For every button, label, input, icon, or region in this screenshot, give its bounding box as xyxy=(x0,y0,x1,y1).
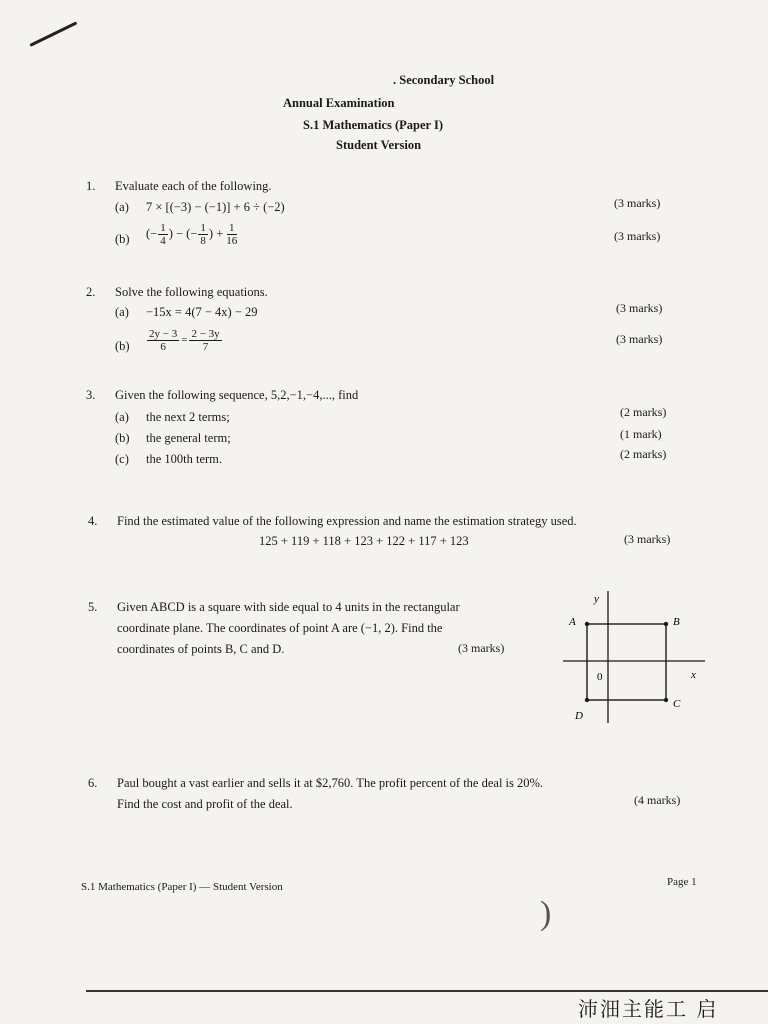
q5-marks: (3 marks) xyxy=(458,641,505,655)
q3a-marks: (2 marks) xyxy=(620,405,667,419)
q6-line2: Find the cost and profit of the deal. xyxy=(117,797,293,811)
label-c: C xyxy=(673,698,681,710)
q6-number: 6. xyxy=(88,776,98,790)
q1b-label: (b) xyxy=(115,232,130,246)
q1-number: 1. xyxy=(86,179,96,193)
label-d: D xyxy=(575,710,583,722)
q2b-expression: $\frac{2y - 3}{6}$ = $\frac{2 - 3y}{7}$ xyxy=(149,328,220,353)
q2b-label: (b) xyxy=(115,339,130,353)
q1a-expression: 7 × [(−3) − (−1)] + 6 ÷ (−2) xyxy=(146,200,285,214)
q3b-marks: (1 mark) xyxy=(620,427,662,441)
q4-marks: (3 marks) xyxy=(624,532,671,546)
point-c xyxy=(664,698,668,702)
q2a-label: (a) xyxy=(115,305,129,319)
pen-stroke xyxy=(29,21,77,46)
fraction: $\frac{1}{8}$ xyxy=(200,222,206,247)
q1a-label: (a) xyxy=(115,200,129,214)
footer-left: S.1 Mathematics (Paper I) — Student Version xyxy=(81,881,283,893)
q1-stem: Evaluate each of the following. xyxy=(115,179,272,193)
fraction: $\frac{1}{16}$ xyxy=(226,222,238,247)
point-d xyxy=(585,698,589,702)
coordinate-diagram xyxy=(555,585,715,730)
footer-cjk-text: 沛沺主能工 启 xyxy=(578,997,719,1021)
fraction: $\frac{2y - 3}{6}$ xyxy=(149,328,178,353)
q2-stem: Solve the following equations. xyxy=(115,285,268,299)
page-number: Page 1 xyxy=(667,876,697,888)
q1b-marks: (3 marks) xyxy=(614,229,661,243)
q2a-marks: (3 marks) xyxy=(616,301,663,315)
q3c-marks: (2 marks) xyxy=(620,447,667,461)
q4-number: 4. xyxy=(88,514,98,528)
origin-label: 0 xyxy=(597,671,603,683)
point-a xyxy=(585,622,589,626)
q6-marks: (4 marks) xyxy=(634,793,681,807)
paper-title: S.1 Mathematics (Paper I) xyxy=(303,118,444,132)
version-title: Student Version xyxy=(336,138,422,152)
q5-line3: coordinates of points B, C and D. xyxy=(117,642,285,656)
q3b-label: (b) xyxy=(115,431,130,445)
q3a-label: (a) xyxy=(115,410,129,424)
q3c-label: (c) xyxy=(115,452,129,466)
q2a-expression: −15x = 4(7 − 4x) − 29 xyxy=(146,305,258,319)
q5-line1: Given ABCD is a square with side equal to 4 units in the rectangular xyxy=(117,600,460,614)
label-a: A xyxy=(569,616,576,628)
q3a-text: the next 2 terms; xyxy=(146,410,230,424)
q3-stem: Given the following sequence, 5,2,−1,−4,..., find xyxy=(115,388,359,402)
q3b-text: the general term; xyxy=(146,431,231,445)
q5-line2: coordinate plane. The coordinates of point A are (−1, 2). Find the xyxy=(117,621,443,635)
bottom-rule xyxy=(86,990,768,992)
q4-expression: 125 + 119 + 118 + 123 + 122 + 117 + 123 xyxy=(259,534,469,548)
x-axis-label: x xyxy=(691,669,696,681)
q1b-expression: (− $\frac{1}{4}$ ) − (− $\frac{1}{8}$ ) + $\frac{1}{16}$ xyxy=(146,222,238,247)
q4-stem: Find the estimated value of the following expression and name the estimation strategy used. xyxy=(117,514,577,528)
fraction: $\frac{1}{4}$ xyxy=(160,222,166,247)
school-name: . Secondary School xyxy=(393,73,495,87)
q2b-marks: (3 marks) xyxy=(616,332,663,346)
point-b xyxy=(664,622,668,626)
q2-number: 2. xyxy=(86,285,96,299)
q5-number: 5. xyxy=(88,600,98,614)
q1a-marks: (3 marks) xyxy=(614,196,661,210)
q6-line1: Paul bought a vast earlier and sells it at $2,760. The profit percent of the deal is 20%. xyxy=(117,776,544,790)
scan-mark: ) xyxy=(540,895,552,932)
y-axis-label: y xyxy=(594,593,599,605)
exam-title: Annual Examination xyxy=(283,96,395,110)
label-b: B xyxy=(673,616,680,628)
fraction: $\frac{2 - 3y}{7}$ xyxy=(191,328,220,353)
q3-number: 3. xyxy=(86,388,96,402)
square-abcd xyxy=(587,624,666,700)
q3c-text: the 100th term. xyxy=(146,452,223,466)
